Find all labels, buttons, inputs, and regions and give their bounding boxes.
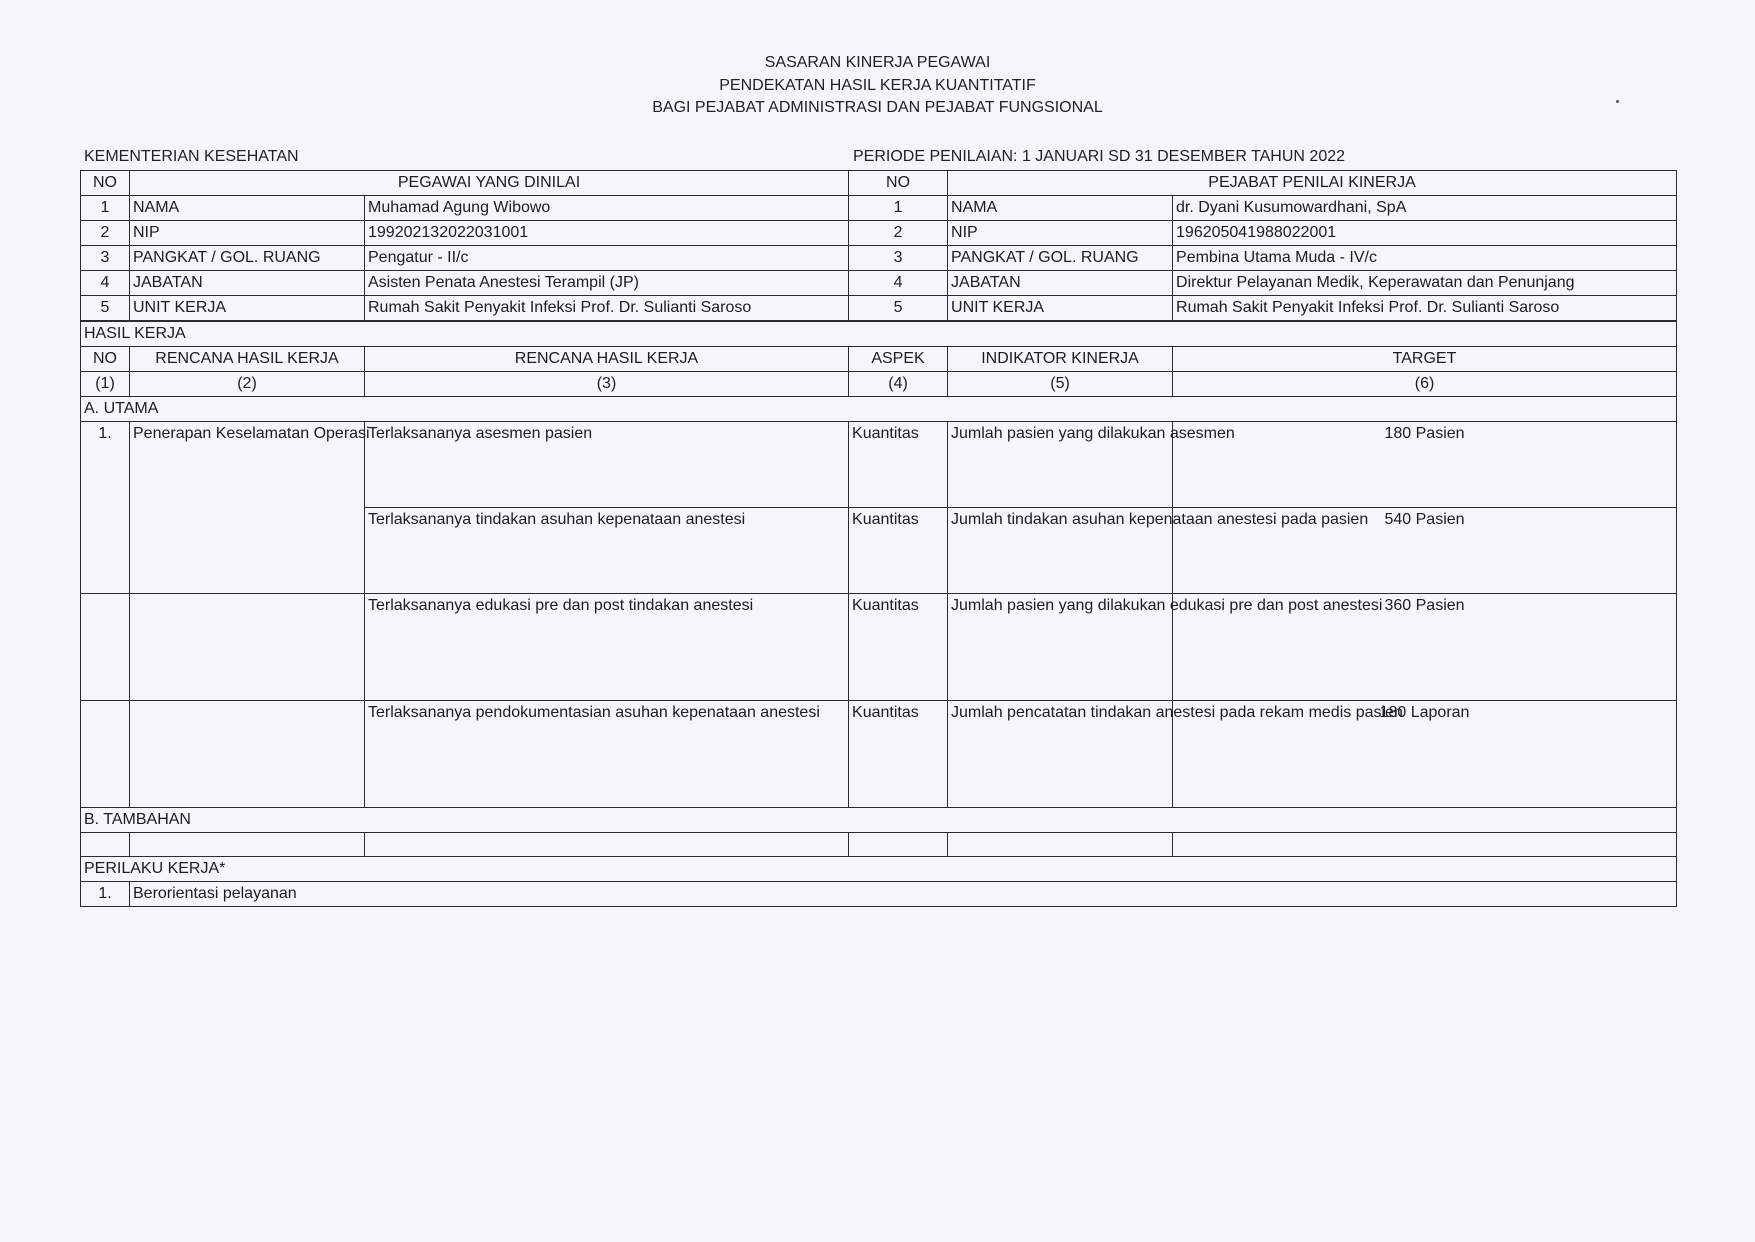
empty-cell — [1173, 833, 1677, 857]
perilaku-label: PERILAKU KERJA* — [81, 857, 1677, 882]
identity-value: Pengatur - II/c — [365, 246, 849, 271]
identity-value2: 196205041988022001 — [1173, 221, 1677, 246]
tambahan-label: B. TAMBAHAN — [81, 808, 1677, 833]
item-indikator: Jumlah tindakan asuhan kepenataan anestesi pada pasien — [948, 508, 1173, 594]
perilaku-section-row — [81, 857, 1677, 882]
title-line-2: PENDEKATAN HASIL KERJA KUANTITATIF — [719, 76, 1036, 94]
identity-value: Rumah Sakit Penyakit Infeksi Prof. Dr. Sulianti Saroso — [365, 296, 849, 322]
identity-no2: 1 — [849, 196, 948, 221]
tambahan-empty-row — [81, 833, 1677, 857]
col-number: (3) — [365, 372, 849, 397]
utama-label: A. UTAMA — [81, 397, 1677, 422]
utama-section-row — [81, 397, 1677, 422]
identity-header-row — [81, 171, 1677, 196]
left-section-header: PEGAWAI YANG DINILAI — [130, 171, 849, 196]
item-aspek: Kuantitas — [849, 594, 948, 701]
hasil-kerja-item-row — [81, 701, 1677, 808]
perilaku-no: 1. — [81, 882, 130, 907]
col-header-rencana: RENCANA HASIL KERJA — [365, 347, 849, 372]
title-line-1: SASARAN KINERJA PEGAWAI — [764, 54, 991, 71]
identity-value: Muhamad Agung Wibowo — [365, 196, 849, 221]
identity-value2: Direktur Pelayanan Medik, Keperawatan dan Penunjang — [1173, 271, 1677, 296]
item-target: 180 Pasien — [1173, 422, 1677, 508]
identity-no2: 3 — [849, 246, 948, 271]
empty-cell — [849, 833, 948, 857]
identity-value2: Rumah Sakit Penyakit Infeksi Prof. Dr. Sulianti Saroso — [1173, 296, 1677, 322]
hasil-kerja-label: HASIL KERJA — [81, 321, 1677, 347]
col-header-rencana-atasan: RENCANA HASIL KERJA — [130, 347, 365, 372]
identity-value: 199202132022031001 — [365, 221, 849, 246]
col-header-aspek: ASPEK — [849, 347, 948, 372]
identity-label2: NIP — [948, 221, 1173, 246]
right-section-header: PEJABAT PENILAI KINERJA — [948, 171, 1677, 196]
item-rencana: Terlaksananya tindakan asuhan kepenataan anestesi — [365, 508, 849, 594]
identity-no: 5 — [81, 296, 130, 322]
identity-value2: Pembina Utama Muda - IV/c — [1173, 246, 1677, 271]
identity-no: 4 — [81, 271, 130, 296]
scan-speck — [1616, 100, 1619, 103]
tambahan-section-row — [81, 808, 1677, 833]
empty-cell — [130, 701, 365, 808]
item-indikator: Jumlah pasien yang dilakukan edukasi pre dan post anestesi — [948, 594, 1173, 701]
identity-label: UNIT KERJA — [130, 296, 365, 322]
empty-cell — [130, 833, 365, 857]
identity-row — [81, 196, 1677, 221]
identity-value: Asisten Penata Anestesi Terampil (JP) — [365, 271, 849, 296]
document-title-block — [0, 52, 1755, 120]
col-header-target: TARGET — [1173, 347, 1677, 372]
col-number: (6) — [1173, 372, 1677, 397]
identity-label: NAMA — [130, 196, 365, 221]
hasil-kerja-header-row — [81, 347, 1677, 372]
identity-no2: 2 — [849, 221, 948, 246]
assessment-period: PERIODE PENILAIAN: 1 JANUARI SD 31 DESEMBER TAHUN 2022 — [853, 148, 1346, 165]
identity-no: 2 — [81, 221, 130, 246]
item-target: 180 Laporan — [1173, 701, 1677, 808]
identity-label: JABATAN — [130, 271, 365, 296]
empty-cell — [81, 833, 130, 857]
identity-row — [81, 246, 1677, 271]
identity-value2: dr. Dyani Kusumowardhani, SpA — [1173, 196, 1677, 221]
hasil-kerja-item-row — [81, 594, 1677, 701]
col-number: (1) — [81, 372, 130, 397]
skp-table — [80, 170, 1677, 907]
col-number: (5) — [948, 372, 1173, 397]
col-number: (2) — [130, 372, 365, 397]
title-line-3: BAGI PEJABAT ADMINISTRASI DAN PEJABAT FUNGSIONAL — [652, 99, 1103, 116]
identity-label2: JABATAN — [948, 271, 1173, 296]
item-target: 360 Pasien — [1173, 594, 1677, 701]
item-indikator: Jumlah pasien yang dilakukan asesmen — [948, 422, 1173, 508]
col-header-indikator: INDIKATOR KINERJA — [948, 347, 1173, 372]
item-target: 540 Pasien — [1173, 508, 1677, 594]
item-rencana: Terlaksananya pendokumentasian asuhan kepenataan anestesi — [365, 701, 849, 808]
item-rencana: Terlaksananya asesmen pasien — [365, 422, 849, 508]
identity-no2: 5 — [849, 296, 948, 322]
item-aspek: Kuantitas — [849, 701, 948, 808]
empty-cell — [948, 833, 1173, 857]
col-number: (4) — [849, 372, 948, 397]
column-number-row — [81, 372, 1677, 397]
empty-cell — [81, 594, 130, 701]
hasil-kerja-item-row — [81, 422, 1677, 508]
identity-label: NIP — [130, 221, 365, 246]
identity-row — [81, 296, 1677, 322]
hasil-kerja-section-row — [81, 321, 1677, 347]
identity-no: 3 — [81, 246, 130, 271]
identity-label2: UNIT KERJA — [948, 296, 1173, 322]
utama-no: 1. — [81, 422, 130, 594]
identity-no: 1 — [81, 196, 130, 221]
left-no-header: NO — [81, 171, 130, 196]
identity-label2: NAMA — [948, 196, 1173, 221]
perilaku-item-label: Berorientasi pelayanan — [130, 882, 1677, 907]
identity-no2: 4 — [849, 271, 948, 296]
identity-label2: PANGKAT / GOL. RUANG — [948, 246, 1173, 271]
item-aspek: Kuantitas — [849, 422, 948, 508]
col-header-no: NO — [81, 347, 130, 372]
utama-rencana-atasan: Penerapan Keselamatan Operasi — [130, 422, 365, 594]
institution-name: KEMENTERIAN KESEHATAN — [84, 148, 299, 165]
right-no-header: NO — [849, 171, 948, 196]
empty-cell — [365, 833, 849, 857]
empty-cell — [81, 701, 130, 808]
identity-row — [81, 221, 1677, 246]
item-aspek: Kuantitas — [849, 508, 948, 594]
empty-cell — [130, 594, 365, 701]
identity-row — [81, 271, 1677, 296]
identity-label: PANGKAT / GOL. RUANG — [130, 246, 365, 271]
perilaku-row — [81, 882, 1677, 907]
item-rencana: Terlaksananya edukasi pre dan post tindakan anestesi — [365, 594, 849, 701]
item-indikator: Jumlah pencatatan tindakan anestesi pada rekam medis pasien — [948, 701, 1173, 808]
